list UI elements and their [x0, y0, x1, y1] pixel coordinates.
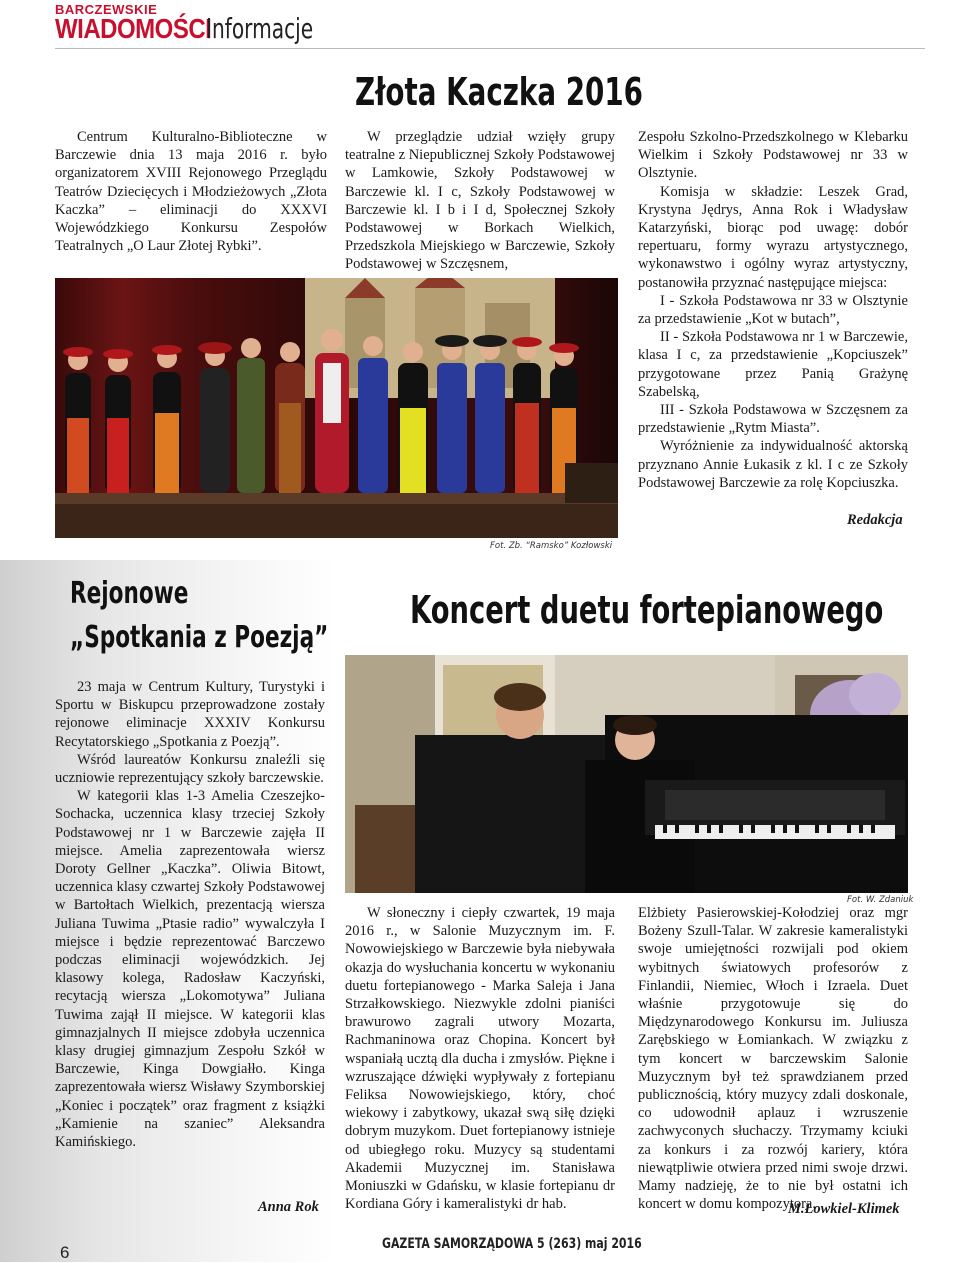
- article3-photo-credit: Fot. W. Zdaniuk: [847, 895, 914, 905]
- paragraph: Wyróżnienie za indywidualność aktorską przyznano Annie Łukasik z kl. I c ze Szkoły Podstawowej Barczewie za rolę Kopciuszka.: [638, 438, 908, 491]
- theater-group-photo: [55, 278, 618, 538]
- paragraph: 23 maja w Centrum Kultury, Turystyki i Sportu w Biskupcu przeprowadzone zostały rejonowe eliminacje XXXIV Konkursu Recytatorskiego „Spotkania z Poezją”.: [55, 679, 325, 750]
- paragraph: W przeglądzie udział wzięły grupy teatralne z Niepublicznej Szkoły Podstawowej w Lamkowie, Szkoły Podstawowej w Barczewie kl. I c, Szkoły Podstawowej w Barczewie kl. I b i I d, Społecznej Szkoły Podstawowej w Borkach Wielkich, Przedszkola Miejskiego w Barczewie, Szkoły Podstawowej w Szczęsnem,: [345, 129, 615, 273]
- paragraph: Komisja w składzie: Leszek Grad, Krystyna Jędrys, Anna Rok i Władysław Katarzyński, biorąc pod uwagę: dobór repertuaru, formy wyrazu artystycznego, wykonawstwo i ogólny wyraz artystyczny, postanowiła przyznać następujące miejsca:: [638, 183, 908, 291]
- article1-signature: Redakcja: [847, 512, 903, 528]
- logo-top-text: BARCZEWSKIE: [55, 2, 158, 17]
- paragraph: Elżbiety Pasierowskiej-Kołodziej oraz mgr Bożeny Szull-Talar. W zakresie kameralistyki swoje umiejętności rozwijali pod okiem wybitnych światowych profesorów z Finlandii, Niemiec, Włoch i Izraela. Duet właśnie przygotowuje się do Międzynarodowego Konkursu im. Juliusza Zarębskiego w Łomiankach. W związku z tym koncert w barczewskim Salonie Muzycznym był też sprawdzianem przed publicznością, który muzycy zdali doskonale, co udowodnił aplauz i wzruszenie zachwyconych słuchaczy. Trzymamy kciuki za konkurs i za rozwój kariery, która niewątpliwie otwiera przed nimi swoje drzwi. Mamy nadzieję, że to nie był ostatni ich koncert w domu kompozytora.: [638, 905, 908, 1213]
- paragraph: I - Szkoła Podstawowa nr 33 w Olsztynie za przedstawienie „Kot w butach”,: [638, 292, 908, 328]
- paragraph: W słoneczny i ciepły czwartek, 19 maja 2016 r., w Salonie Muzycznym im. F. Nowowiejskiego w Barczewie była niebywała okazja do wysłuchania koncertu w wykonaniu duetu fortepianowego - Marka Saleja i Jana Strzałkowskiego. Niezwykle zdolni pianiści brawurowo zagrali utwory Mozarta, Rachmaninowa oraz Chopina. Koncert był wspaniałą ucztą dla ducha i zmysłów. Piękne i wzruszające dźwięki wypływały z fortepianu Feliksa Nowowiejskiego, który, choć wiekowy i zabytkowy, ukazał swą siłę dzięki dobrym muzykom. Duet fortepianowy istnieje od ubiegłego roku. Muzycy są studentami Akademii Muzycznej im. Stanisława Moniuszki w Gdańsku, w klasie fortepianu dr Kordiana Góry i kameralistyki dr hab.: [345, 905, 615, 1213]
- article1-photo-credit: Fot. Zb. “Ramsko” Kozłowski: [490, 541, 613, 551]
- piano-duet-photo: [345, 655, 908, 893]
- article2-title-line1: Rejonowe: [70, 576, 189, 611]
- article2-title-line2: „Spotkania z Poezją”: [70, 620, 329, 655]
- article1-column-2: [345, 128, 615, 274]
- paragraph: Wśród laureatów Konkursu znaleźli się uczniowie reprezentujący szkoły barczewskie.: [55, 751, 325, 787]
- paragraph: III - Szkoła Podstawowa w Szczęsnem za przedstawienie „Rytm Miasta”.: [638, 402, 908, 437]
- logo-main-text: WIADOMOŚCI: [55, 14, 212, 46]
- paragraph: Centrum Kulturalno-Biblioteczne w Barczewie dnia 13 maja 2016 r. było organizatorem XVIII Rejonowego Przeglądu Teatrów Dziecięcych i Młodzieżowych „Złota Kaczka” – eliminacji do XXXVI Wojewódzkiego Konkursu Zespołów Teatralnych „O Laur Złotej Rybki”.: [55, 129, 327, 255]
- paragraph: Zespołu Szkolno-Przedszkolnego w Klebarku Wielkim i Szkoły Podstawowej nr 33 w Olsztynie.: [638, 129, 908, 182]
- page-number: 6: [60, 1243, 70, 1262]
- header-divider: [55, 48, 925, 49]
- article2-body: [55, 678, 325, 1151]
- article3-column-1: [345, 904, 615, 1213]
- article1-column-3: [638, 128, 908, 492]
- article1-title: Złota Kaczka 2016: [355, 70, 643, 114]
- article1-column-1: [55, 128, 327, 255]
- article3-column-2: [638, 904, 908, 1213]
- paragraph: II - Szkoła Podstawowa nr 1 w Barczewie, klasa I c, za przedstawienie „Kopciuszek” przygotowane przez Panią Grażynę Szabelską,: [638, 329, 908, 400]
- publication-footer: GAZETA SAMORZĄDOWA 5 (263) maj 2016: [382, 1236, 642, 1252]
- paragraph: W kategorii klas 1-3 Amelia Czeszejko-Sochacka, uczennica klasy trzeciej Szkoły Podstawowej nr 1 w Barczewie zajęła II miejsce. Amelia zaprezentowała wiersz Doroty Gellner „Kaczka”. Oliwia Bitowt, uczennica klasy czwartej Szkoły Podstawowej w Bartołtach Wielkich, prezentacją wiersza Juliana Tuwima „Ptasie radio” wywalczyła I miejsce i będzie reprezentować Barczewo podczas eliminacji wojewódzkich. Jej klasowy kolega, Radosław Kaczyński, recytacją wiersza „Lokomotywa” Juliana Tuwima zajął II miejsce. W kategorii klas gimnazjalnych II miejsce zdobyła uczennica klasy drugiej gimnazjum Zespołu Szkół w Barczewie, Kinga Dowgiałło. Kinga zaprezentowała wiersz Wisławy Szymborskiej „Koniec i początek” oraz fragment z książki „Kamienie na szaniec” Aleksandra Kamińskiego.: [55, 788, 325, 1151]
- article2-signature: Anna Rok: [258, 1199, 319, 1215]
- section-name: Informacje: [206, 12, 314, 45]
- article3-signature: M.Łowkiel-Klimek: [788, 1201, 900, 1217]
- article3-title: Koncert duetu fortepianowego: [410, 588, 884, 632]
